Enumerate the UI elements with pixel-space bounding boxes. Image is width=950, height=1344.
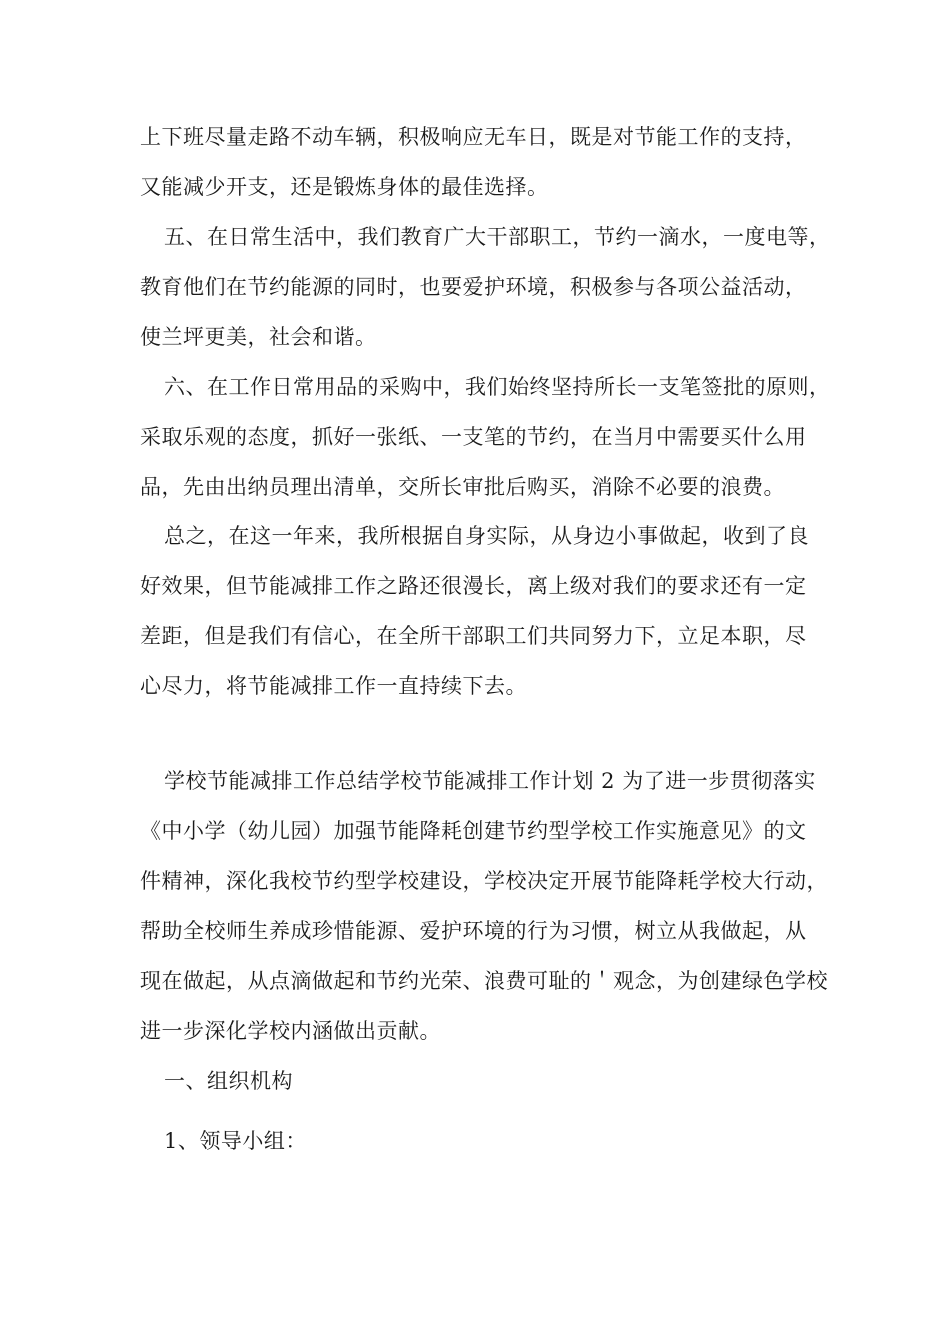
text-line: 六、在工作日常用品的采购中，我们始终坚持所长一支笔签批的原则， — [164, 375, 831, 399]
text-line: 五、在日常生活中，我们教育广大干部职工，节约一滴水，一度电等， — [164, 225, 831, 249]
document-page — [140, 0, 831, 1344]
text-line: 心尽力，将节能减排工作一直持续下去。 — [140, 674, 527, 698]
text-line: 帮助全校师生养成珍惜能源、爱护环境的行为习惯，树立从我做起，从 — [140, 919, 807, 943]
text-line: 现在做起，从点滴做起和节约光荣、浪费可耻的＇观念，为创建绿色学校 — [140, 969, 828, 993]
text-line: 采取乐观的态度，抓好一张纸、一支笔的节约，在当月中需要买什么用 — [140, 425, 807, 449]
text-line: 使兰坪更美，社会和谐。 — [140, 325, 377, 349]
text-line: 又能减少开支，还是锻炼身体的最佳选择。 — [140, 175, 549, 199]
text-line: 差距，但是我们有信心，在全所干部职工们共同努力下，立足本职，尽 — [140, 624, 807, 648]
subsection-heading: 1、领导小组： — [164, 1129, 307, 1153]
text-line: 进一步深化学校内涵做出贡献。 — [140, 1019, 441, 1043]
text-line: 《中小学（幼儿园）加强节能降耗创建节约型学校工作实施意见》的文 — [140, 819, 807, 843]
text-line: 教育他们在节约能源的同时，也要爱护环境，积极参与各项公益活动， — [140, 275, 807, 299]
text-line: 总之，在这一年来，我所根据自身实际，从身边小事做起，收到了良 — [164, 524, 809, 548]
text-line: 件精神，深化我校节约型学校建设，学校决定开展节能降耗学校大行动， — [140, 869, 828, 893]
text-line: 品，先由出纳员理出清单，交所长审批后购买，消除不必要的浪费。 — [140, 475, 785, 499]
text-line: 上下班尽量走路不动车辆，积极响应无车日，既是对节能工作的支持， — [140, 125, 807, 149]
text-line: 好效果，但节能减排工作之路还很漫长，离上级对我们的要求还有一定 — [140, 574, 807, 598]
text-line: 学校节能减排工作总结学校节能减排工作计划 2 为了进一步贯彻落实 — [164, 769, 816, 793]
section-heading: 一、组织机构 — [164, 1069, 293, 1093]
